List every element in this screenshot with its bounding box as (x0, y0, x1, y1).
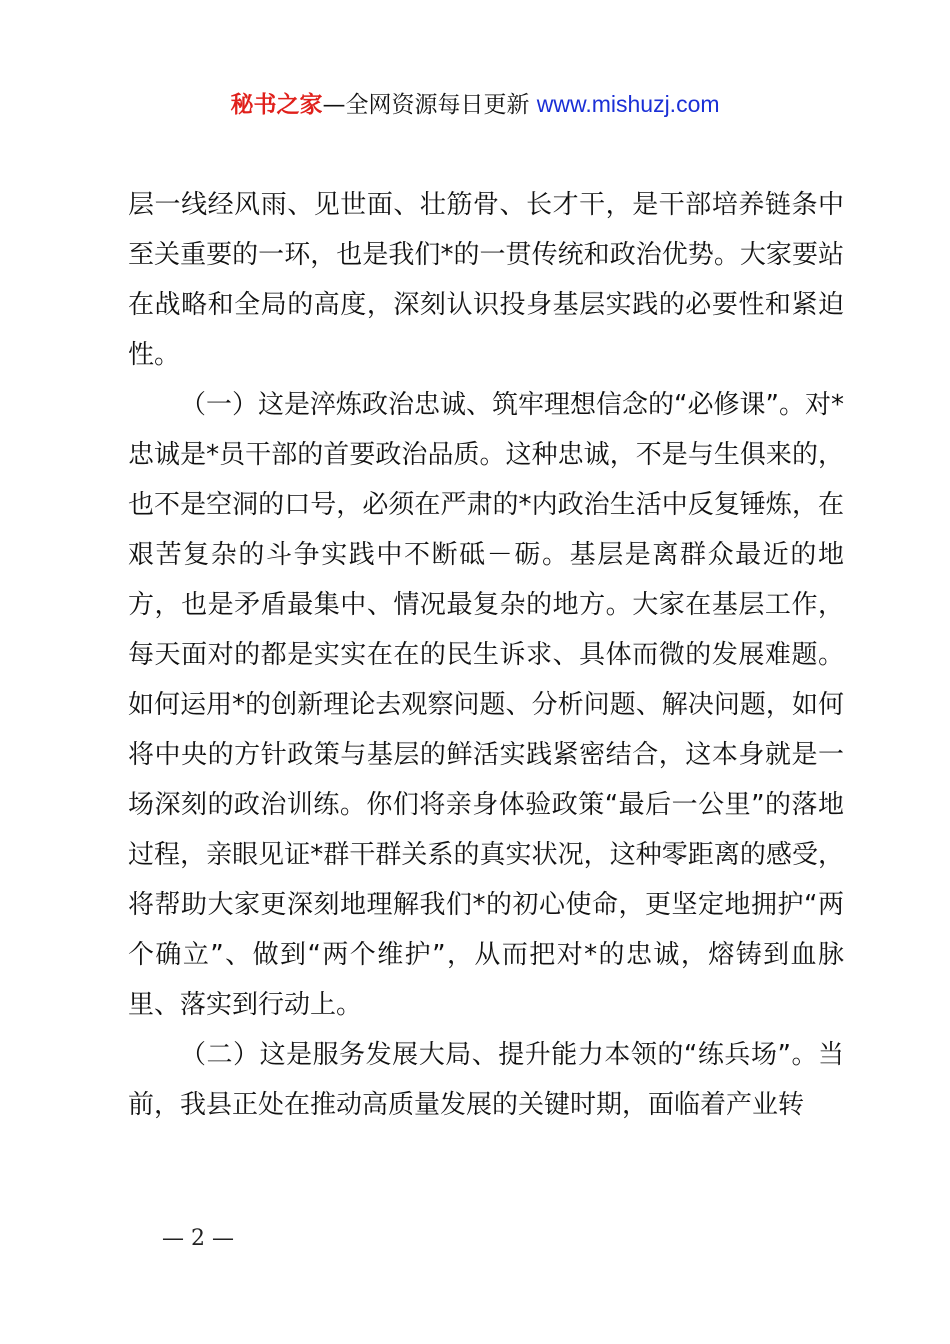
paragraph-continuation: 层一线经风雨、见世面、壮筋骨、长才干，是干部培养链条中至关重要的一环，也是我们*的一贯传统和政治优势。大家要站在战略和全局的高度，深刻认识投身基层实践的必要性和紧迫性。 (128, 190, 844, 370)
page-number: — 2 — (162, 1226, 234, 1251)
site-header (0, 86, 950, 123)
paragraph-section-2: （二）这是服务发展大局、提升能力本领的“练兵场”。当前，我县正处在推动高质量发展的关键时期，面临着产业转 (128, 1040, 844, 1120)
site-tagline: —全网资源每日更新 (322, 92, 537, 118)
paragraph-section-1: （一）这是淬炼政治忠诚、筑牢理想信念的“必修课”。对*忠诚是*员干部的首要政治品质。这种忠诚，不是与生俱来的，也不是空洞的口号，必须在严肃的*内政治生活中反复锤炼，在艰苦复杂的斗争实践中不断砥－砺。基层是离群众最近的地方，也是矛盾最集中、情况最复杂的地方。大家在基层工作，每天面对的都是实实在在的民生诉求、具体而微的发展难题。如何运用*的创新理论去观察问题、分析问题、解决问题，如何将中央的方针政策与基层的鲜活实践紧密结合，这本身就是一场深刻的政治训练。你们将亲身体验政策“最后一公里”的落地过程，亲眼见证*群干群关系的真实状况，这种零距离的感受，将帮助大家更深刻地理解我们*的初心使命，更坚定地拥护“两个确立”、做到“两个维护”，从而把对*的忠诚，熔铸到血脉里、落实到行动上。 (128, 390, 844, 1020)
document-body (128, 180, 844, 1130)
site-url[interactable]: www.mishuzj.com (536, 91, 720, 117)
site-brand: 秘书之家 (230, 92, 323, 118)
